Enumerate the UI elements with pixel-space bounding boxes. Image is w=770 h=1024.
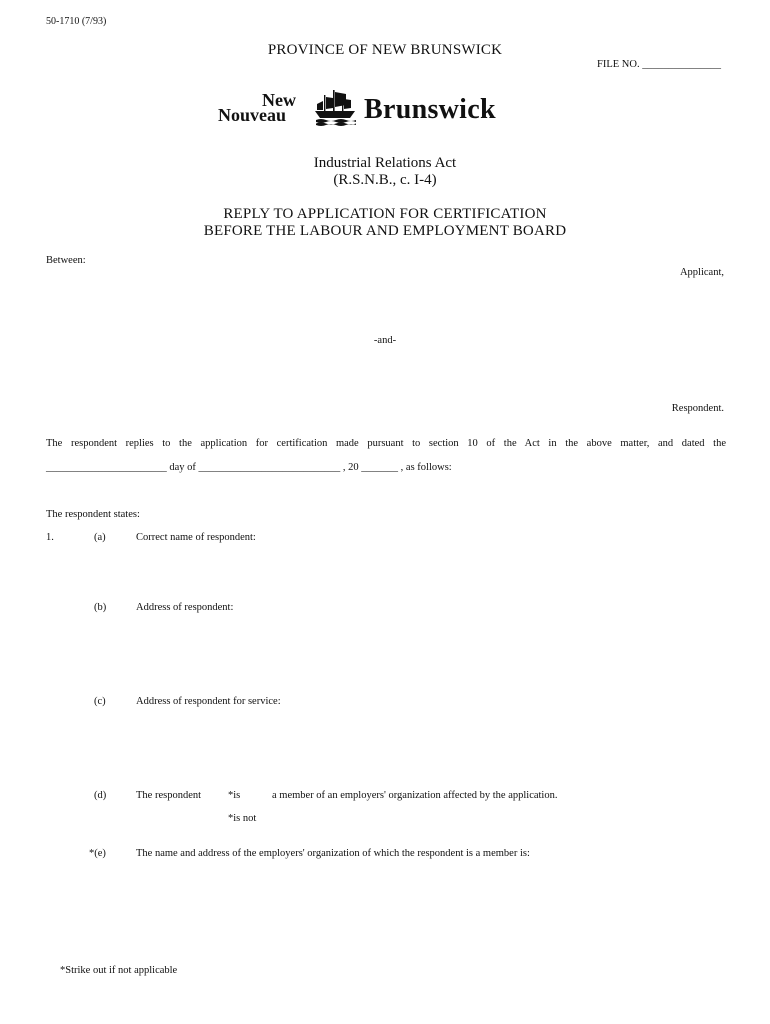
act-citation: (R.S.N.B., c. I-4) <box>333 172 437 188</box>
intro-text-line-1: The respondent replies to the application for certification made pursuant to section 10 of the Act in the above matter, and dated the <box>46 438 726 449</box>
act-name: Industrial Relations Act <box>313 155 457 171</box>
item-c-letter: (c) <box>94 696 106 707</box>
and-separator: -and- <box>373 335 397 346</box>
form-title-line-2: BEFORE THE LABOUR AND EMPLOYMENT BOARD <box>203 223 567 239</box>
item-d-membership-text: a member of an employers' organization affected by the application. <box>272 790 558 801</box>
item-b-address: Address of respondent: <box>136 602 234 613</box>
footnote: *Strike out if not applicable <box>60 965 178 976</box>
new-brunswick-logo <box>218 88 548 128</box>
form-title-line-1: REPLY TO APPLICATION FOR CERTIFICATION <box>223 206 547 222</box>
between-label: Between: <box>46 255 86 266</box>
item-e-letter: *(e) <box>89 848 106 859</box>
logo-word-brunswick: Brunswick <box>364 94 496 125</box>
item-c-service-address: Address of respondent for service: <box>136 696 281 707</box>
province-heading: PROVINCE OF NEW BRUNSWICK <box>267 42 503 58</box>
item-a-letter: (a) <box>94 532 106 543</box>
item-d-text: The respondent <box>136 790 202 801</box>
respondent-label: Respondent. <box>671 403 724 414</box>
item-b-letter: (b) <box>94 602 107 613</box>
item-a-correct-name: Correct name of respondent: <box>136 532 256 543</box>
item-d-letter: (d) <box>94 790 107 801</box>
logo-word-nouveau: Nouveau <box>218 105 287 125</box>
item-number: 1. <box>46 532 54 543</box>
item-d-option-is-not[interactable]: *is not <box>228 813 257 824</box>
ship-emblem-icon <box>313 88 357 126</box>
logo-word-new: New <box>262 90 296 110</box>
form-number: 50-1710 (7/93) <box>46 16 107 27</box>
file-number-field[interactable]: FILE NO. _______________ <box>597 59 721 70</box>
item-d-option-is[interactable]: *is <box>228 790 241 801</box>
applicant-label: Applicant, <box>679 267 724 278</box>
item-e-employers-organization: The name and address of the employers' organization of which the respondent is a member is: <box>136 848 530 859</box>
respondent-states-label: The respondent states: <box>46 509 140 520</box>
date-fill-line[interactable]: _______________________ day of ___________________________ , 20 _______ , as follows: <box>46 462 452 473</box>
